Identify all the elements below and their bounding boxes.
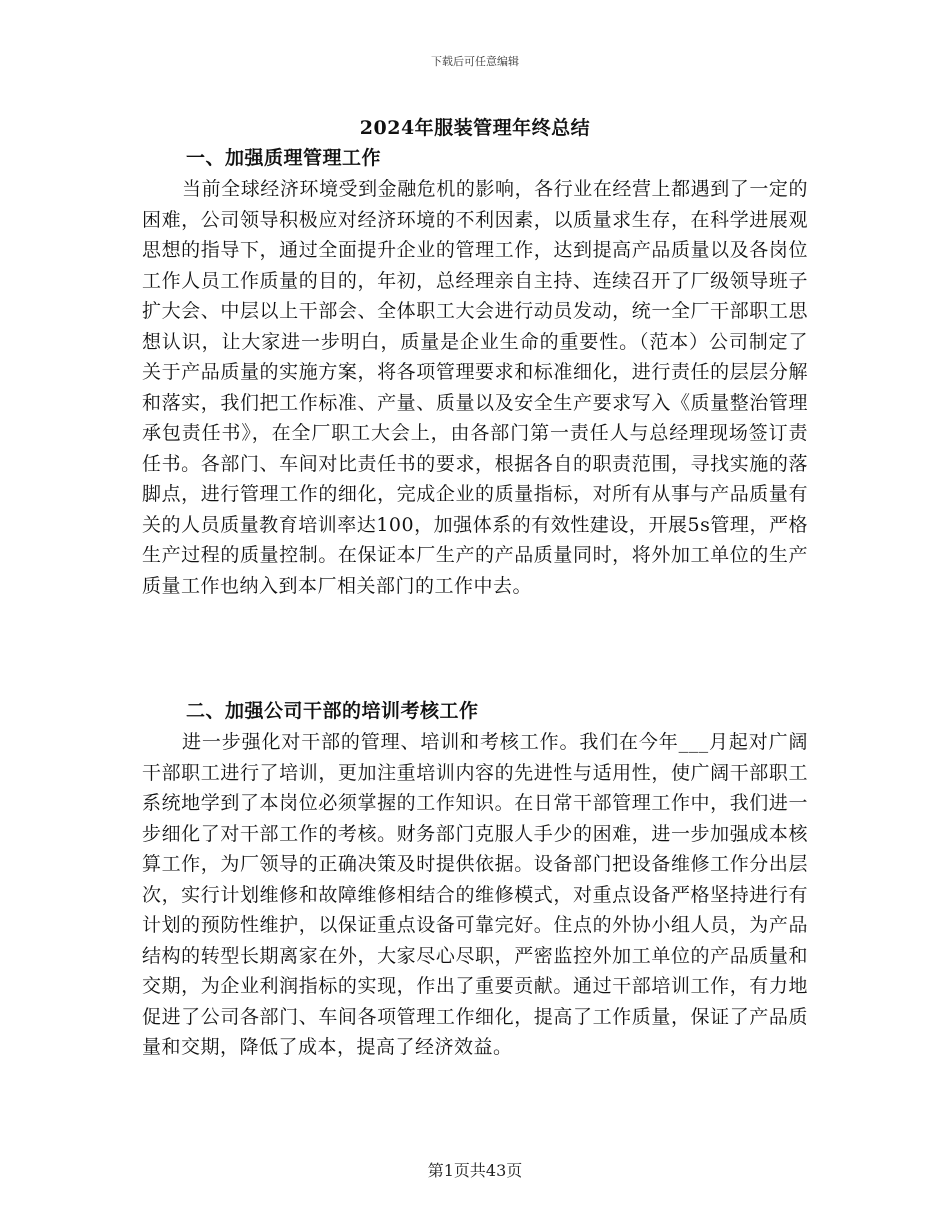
section-heading-1: 一、加强质理管理工作 (186, 147, 382, 169)
document-title: 2024年服装管理年终总结 (359, 117, 591, 139)
section-body-1: 当前全球经济环境受到金融危机的影响，各行业在经营上都遇到了一定的困难，公司领导积极应对经济环境的不利因素，以质量求生存，在科学进展观思想的指导下，通过全面提升企业的管理工作，达到提高产品质量以及各岗位工作人员工作质量的目的，年初，总经理亲自主持、连续召开了厂级领导班子扩大会、中层以上干部会、全体职工大会进行动员发动，统一全厂干部职工思想认识，让大家进一步明白，质量是企业生命的重要性。（范本）公司制定了关于产品质量的实施方案，将各项管理要求和标准细化，进行责任的层层分解和落实，我们把工作标准、产量、质量以及安全生产要求写入《质量整治管理承包责任书》，在全厂职工大会上，由各部门第一责任人与总经理现场签订责任书。各部门、车间对比责任书的要求，根据各自的职责范围，寻找实施的落脚点，进行管理工作的细化，完成企业的质量指标，对所有从事与产品质量有关的人员质量教育培训率达100，加强体系的有效性建设，开展5s管理，严格生产过程的质量控制。在保证本厂生产的产品质量同时，将外加工单位的生产质量工作也纳入到本厂相关部门的工作中去。 (142, 178, 808, 597)
section-body-2: 进一步强化对干部的管理、培训和考核工作。我们在今年___月起对广阔干部职工进行了培训，更加注重培训内容的先进性与适用性，使广阔干部职工系统地学到了本岗位必须掌握的工作知识。在日常干部管理工作中，我们进一步细化了对干部工作的考核。财务部门克服人手少的困难，进一步加强成本核算工作，为厂领导的正确决策及时提供依据。设备部门把设备维修工作分出层次，实行计划维修和故障维修相结合的维修模式，对重点设备严格坚持进行有计划的预防性维护，以保证重点设备可靠完好。住点的外协小组人员，为产品结构的转型长期离家在外，大家尽心尽职，严密监控外加工单位的产品质量和交期，为企业利润指标的实现，作出了重要贡献。通过干部培训工作，有力地促进了公司各部门、车间各项管理工作细化，提高了工作质量，保证了产品质量和交期，降低了成本，提高了经济效益。 (142, 731, 808, 1058)
header-note: 下载后可任意编辑 (431, 55, 519, 68)
page-number: 第1页共43页 (427, 1161, 523, 1180)
section-heading-2: 二、加强公司干部的培训考核工作 (186, 700, 479, 722)
